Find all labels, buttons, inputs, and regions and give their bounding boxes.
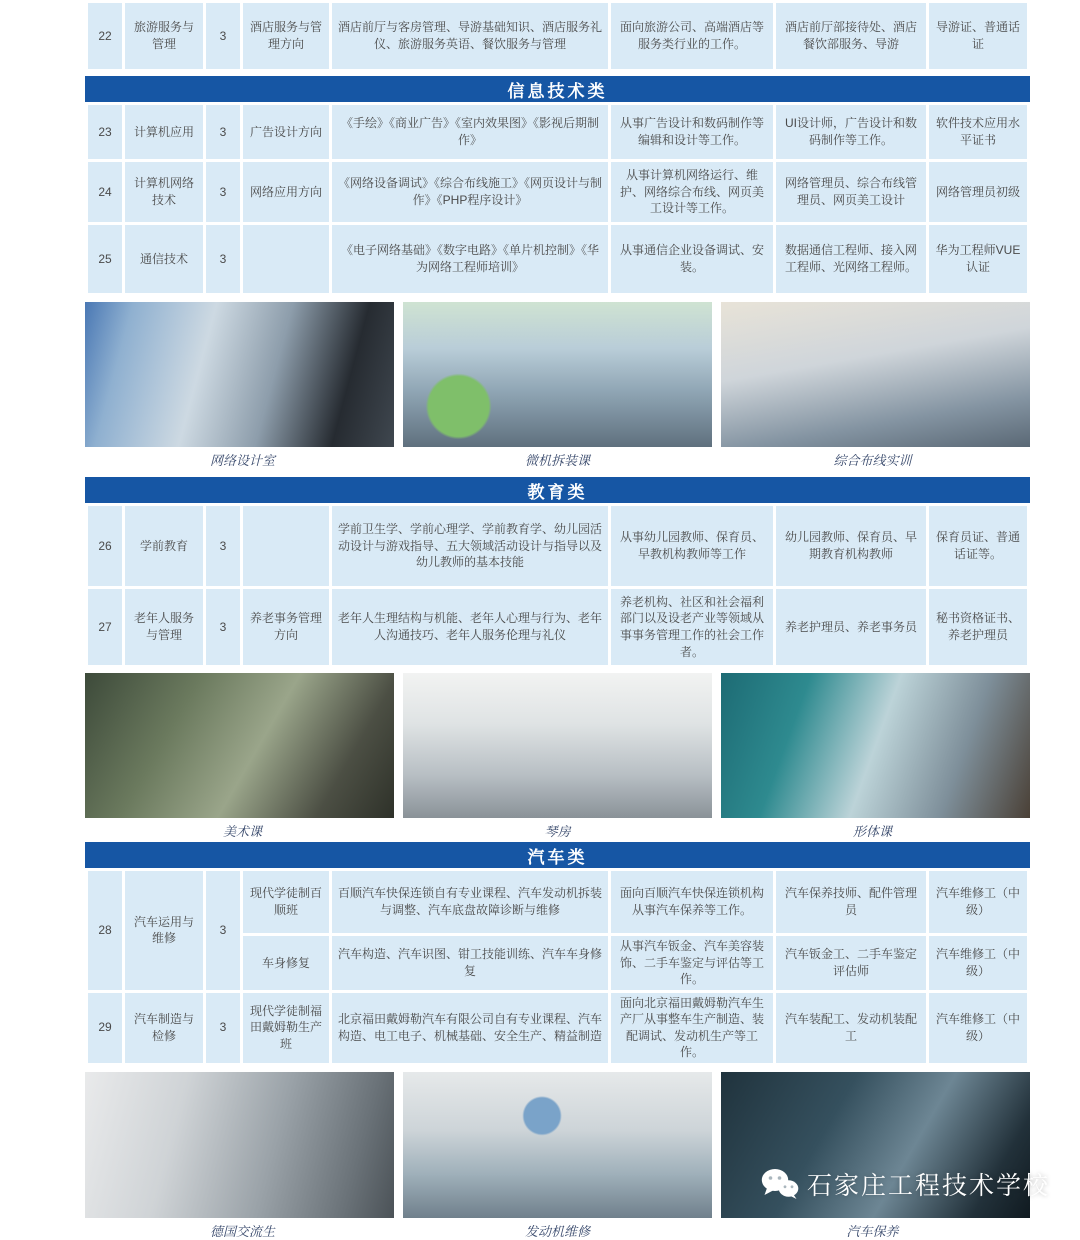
cell-years: 3 xyxy=(206,993,240,1063)
cell-courses: 学前卫生学、学前心理学、学前教育学、幼儿园活动设计与游戏指导、五大领域活动设计与指导以及幼儿教师的基本技能 xyxy=(332,506,608,586)
cell-courses: 老年人生理结构与机能、老年人心理与行为、老年人沟通技巧、老年人服务伦理与礼仪 xyxy=(332,589,608,665)
cell-major: 老年人服务与管理 xyxy=(125,589,203,665)
cell-employment: 从事计算机网络运行、维护、网络综合布线、网页美工设计等工作。 xyxy=(611,162,773,222)
cell-employment: 面向百顺汽车快保连锁机构从事汽车保养等工作。 xyxy=(611,871,773,933)
cell-certs: 秘书资格证书、养老护理员 xyxy=(929,589,1027,665)
program-table-tourism xyxy=(85,0,1030,72)
photo-piano-room[interactable] xyxy=(403,673,712,818)
category-header-it: 信息技术类 xyxy=(85,76,1030,102)
photo-art-class[interactable] xyxy=(85,673,394,818)
cell-major: 计算机网络技术 xyxy=(125,162,203,222)
cell-employment: 养老机构、社区和社会福利部门以及设老产业等领域从事事务管理工作的社会工作者。 xyxy=(611,589,773,665)
photo-caption: 美术课 xyxy=(222,825,262,840)
caption-row-automobile xyxy=(85,1221,1030,1240)
program-table-it xyxy=(85,102,1030,296)
cell-courses: 百顺汽车快保连锁自有专业课程、汽车发动机拆装与调整、汽车底盘故障诊断与维修 xyxy=(332,871,608,933)
cell-jobs: UI设计师，广告设计和数码制作等工作。 xyxy=(776,105,926,159)
cell-number: 29 xyxy=(88,993,122,1063)
cell-years: 3 xyxy=(206,162,240,222)
cell-certs: 汽车维修工（中级） xyxy=(929,936,1027,990)
cell-number: 28 xyxy=(88,871,122,990)
photo-caption: 德国交流生 xyxy=(209,1224,275,1240)
cell-number: 27 xyxy=(88,589,122,665)
cell-courses: 《手绘》《商业广告》《室内效果图》《影视后期制作》 xyxy=(332,105,608,159)
cell-courses: 北京福田戴姆勒汽车有限公司自有专业课程、汽车构造、电工电子、机械基础、安全生产、精益制造 xyxy=(332,993,608,1063)
cell-years: 3 xyxy=(206,506,240,586)
cell-years: 3 xyxy=(206,871,240,990)
photo-cabling-training[interactable] xyxy=(721,302,1030,447)
cell-number: 25 xyxy=(88,225,122,293)
cell-employment: 面向北京福田戴姆勒汽车生产厂从事整车生产制造、装配调试、发动机生产等工作。 xyxy=(611,993,773,1063)
cell-courses: 汽车构造、汽车识图、钳工技能训练、汽车车身修复 xyxy=(332,936,608,990)
cell-certs: 汽车维修工（中级） xyxy=(929,993,1027,1063)
photo-strip-automobile xyxy=(85,1072,1050,1218)
cell-certs: 华为工程师VUE认证 xyxy=(929,225,1027,293)
cell-employment: 面向旅游公司、高端酒店等服务类行业的工作。 xyxy=(611,3,773,69)
cell-courses: 酒店前厅与客房管理、导游基础知识、酒店服务礼仪、旅游服务英语、餐饮服务与管理 xyxy=(332,3,608,69)
category-header-automobile: 汽车类 xyxy=(85,842,1030,868)
cell-number: 22 xyxy=(88,3,122,69)
cell-major: 汽车运用与维修 xyxy=(125,871,203,990)
cell-jobs: 酒店前厅部接待处、酒店餐饮部服务、导游 xyxy=(776,3,926,69)
cell-major: 学前教育 xyxy=(125,506,203,586)
cell-number: 26 xyxy=(88,506,122,586)
cell-number: 24 xyxy=(88,162,122,222)
cell-major: 计算机应用 xyxy=(125,105,203,159)
photo-engine-repair[interactable] xyxy=(403,1072,712,1218)
photo-strip-education xyxy=(85,673,1030,818)
photo-body-training-class[interactable] xyxy=(721,673,1030,818)
cell-employment: 从事幼儿园教师、保育员、早教机构教师等工作 xyxy=(611,506,773,586)
cell-jobs: 汽车装配工、发动机装配工 xyxy=(776,993,926,1063)
cell-direction: 现代学徒制百顺班 xyxy=(243,871,329,933)
cell-jobs: 汽车钣金工、二手车鉴定评估师 xyxy=(776,936,926,990)
photo-strip-it xyxy=(85,302,1030,447)
cell-employment: 从事广告设计和数码制作等编辑和设计等工作。 xyxy=(611,105,773,159)
cell-major: 汽车制造与检修 xyxy=(125,993,203,1063)
cell-employment: 从事汽车钣金、汽车美容装饰、二手车鉴定与评估等工作。 xyxy=(611,936,773,990)
article-content xyxy=(85,0,1050,1240)
photo-caption: 微机拆装课 xyxy=(524,454,590,469)
cell-years: 3 xyxy=(206,589,240,665)
photo-caption: 综合布线实训 xyxy=(833,454,912,469)
table-row xyxy=(88,871,1027,933)
cell-direction xyxy=(243,225,329,293)
cell-certs: 网络管理员初级 xyxy=(929,162,1027,222)
cell-years: 3 xyxy=(206,3,240,69)
table-row xyxy=(88,589,1027,665)
caption-row-education xyxy=(85,821,1030,840)
program-table-automobile xyxy=(85,868,1030,1066)
cell-major: 旅游服务与管理 xyxy=(125,3,203,69)
photo-caption: 琴房 xyxy=(544,825,571,840)
program-table-education xyxy=(85,503,1030,668)
cell-jobs: 汽车保养技师、配件管理员 xyxy=(776,871,926,933)
school-watermark-label: 石家庄工程技术学校 xyxy=(806,1171,1050,1200)
cell-jobs: 养老护理员、养老事务员 xyxy=(776,589,926,665)
cell-direction: 广告设计方向 xyxy=(243,105,329,159)
cell-jobs: 数据通信工程师、接入网工程师、光网络工程师。 xyxy=(776,225,926,293)
cell-employment: 从事通信企业设备调试、安装。 xyxy=(611,225,773,293)
cell-jobs: 幼儿园教师、保育员、早期教育机构教师 xyxy=(776,506,926,586)
cell-major: 通信技术 xyxy=(125,225,203,293)
category-header-education: 教育类 xyxy=(85,477,1030,503)
cell-certs: 保育员证、普通话证等。 xyxy=(929,506,1027,586)
cell-number: 23 xyxy=(88,105,122,159)
cell-direction: 现代学徒制福田戴姆勒生产班 xyxy=(243,993,329,1063)
cell-certs: 汽车维修工（中级） xyxy=(929,871,1027,933)
table-row xyxy=(88,225,1027,293)
cell-certs: 导游证、普通话证 xyxy=(929,3,1027,69)
photo-caption: 形体课 xyxy=(852,825,892,840)
cell-direction: 酒店服务与管理方向 xyxy=(243,3,329,69)
cell-direction: 养老事务管理方向 xyxy=(243,589,329,665)
table-row xyxy=(88,162,1027,222)
cell-years: 3 xyxy=(206,105,240,159)
cell-direction: 网络应用方向 xyxy=(243,162,329,222)
table-row xyxy=(88,506,1027,586)
photo-network-design-room[interactable] xyxy=(85,302,394,447)
photo-caption: 汽车保养 xyxy=(846,1224,899,1240)
photo-caption: 发动机维修 xyxy=(524,1224,590,1240)
cell-direction: 车身修复 xyxy=(243,936,329,990)
table-row xyxy=(88,3,1027,69)
cell-years: 3 xyxy=(206,225,240,293)
table-row xyxy=(88,105,1027,159)
photo-german-exchange-students[interactable] xyxy=(85,1072,394,1218)
cell-direction xyxy=(243,506,329,586)
photo-caption: 网络设计室 xyxy=(209,454,275,469)
cell-certs: 软件技术应用水平证书 xyxy=(929,105,1027,159)
photo-pc-assembly-class[interactable] xyxy=(403,302,712,447)
caption-row-it xyxy=(85,450,1030,469)
cell-courses: 《电子网络基础》《数字电路》《单片机控制》《华为网络工程师培训》 xyxy=(332,225,608,293)
cell-courses: 《网络设备调试》《综合布线施工》《网页设计与制作》《PHP程序设计》 xyxy=(332,162,608,222)
cell-jobs: 网络管理员、综合布线管理员、网页美工设计 xyxy=(776,162,926,222)
table-row xyxy=(88,993,1027,1063)
